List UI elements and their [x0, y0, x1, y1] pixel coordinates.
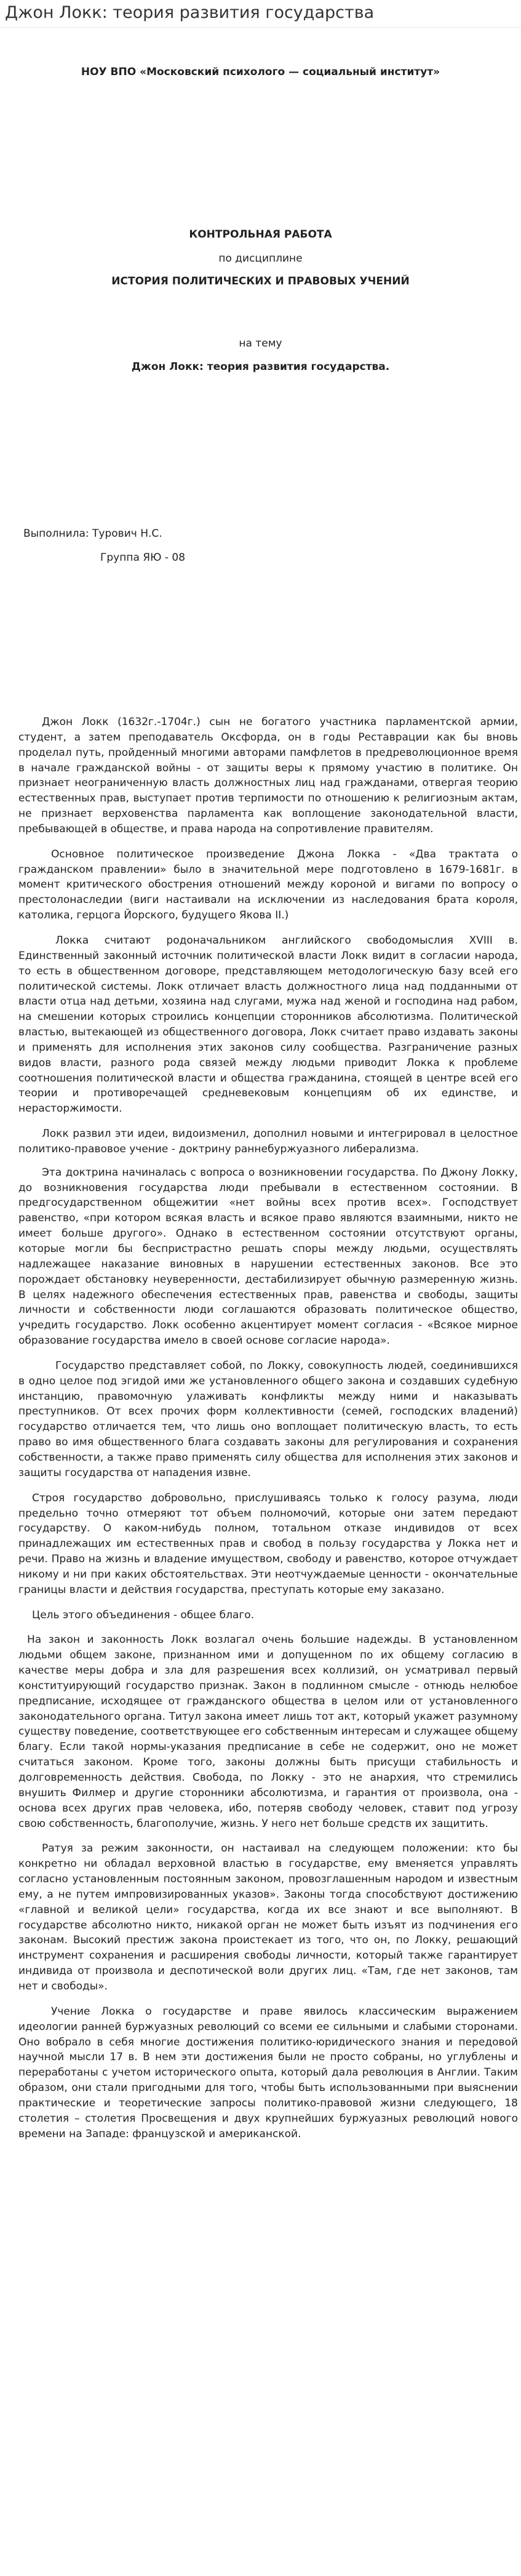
discipline-name: ИСТОРИЯ ПОЛИТИЧЕСКИХ И ПРАВОВЫХ УЧЕНИЙ — [111, 275, 410, 287]
paragraph-10: Ратуя за режим законности, он настаивал на следующем положении: кто бы конкретно ни обладал верховной властью в государстве, ему вменяется управлять согласно установленным постоянным законом, провозглашенным народом и известным ему, а не путем импровизированных указов». Законы тогда способствуют достижению «главной и великой цели» государства, когда их все знают и все выполняют. В государстве абсолютно никто, никакой орган не может быть изъят из подчинения его законам. Высокий престиж закона проистекает из того, что он, по Локку, решающий инструмент сохранения и расширения свободы личности, который также гарантирует индивида от произвола и деспотической воли других лиц. «Там, где нет законов, там нет и свободы». — [18, 1842, 518, 1992]
essay-body — [18, 715, 518, 2151]
performed-by: Выполнила: Турович Н.С. — [23, 528, 162, 540]
paragraph-8: Цель этого объединения - общее благо. — [32, 1608, 255, 1621]
paragraph-7: Строя государство добровольно, прислушиваясь только к голосу разума, люди предельно точно отмеряют тот объем полномочий, которые они затем передают государству. О каком-нибудь полном, тотальном отказе индивидов от всех принадлежащих им естественных прав и свобод в пользу государства у Локка нет и речи. Право на жизнь и владение имуществом, свободу и равенство, которое отчуждает никому и ни при каких обстоятельствах. Эти неотчуждаемые ценности - окончательные границы власти и действия государства, преступать которые ему заказано. — [18, 1491, 518, 1596]
paragraph-2: Основное политическое произведение Джона Локка - «Два трактата о гражданском правлении» было в значительной мере подготовлено в 1679-1681г. в момент критического обострения отношений между короной и вигами по вопросу о престолонаследии (виги настаивали на исключении из наследования брата короля, католика, герцога Йорского, будущего Якова II.) — [18, 848, 518, 922]
paragraph-1: Джон Локк (1632г.-1704г.) сын не богатого участника парламентской армии, студент, а затем преподаватель Оксфорда, он в годы Реставрации как бы вновь проделал путь, пройденный многими авторами памфлетов в предреволюционное время в начале гражданской войны - от защиты веры к прямому участию в политике. Он признает неограниченную власть должностных лиц над гражданами, отвергая теорию естественных прав, выступает против терпимости по отношению к религиозным актам, не признает верховенства парламента как воплощение законодательной власти, пребывающей в обществе, и права народа на сопротивление правителям. — [18, 716, 518, 835]
paragraph-9: На закон и законность Локк возлагал очень большие надежды. В установленном людьми общем законе, признанном ими и допущенном по их общему согласию в качестве меры добра и зла для разрешения всех коллизий, он усматривал первый конституирующий государство признак. Закон в подлинном смысле - отнюдь нелюбое предписание, исходящее от гражданского общества в целом или от установленного законодательного органа. Титул закона имеет лишь тот акт, который укажет разумному существу поведение, соответствующее его собственным интересам и служащее общему благу. Если такой нормы-указания предписание в себе не содержит, оно не может считаться законом. Кроме того, законы должны быть присущи стабильность и долговременность действия. Свобода, по Локку - это не анархия, что стремились внушить Филмер и другие сторонники абсолютизма, и гарантия от произвола, она - основа всех других прав человека, ибо, потеряв свободу человек, ставит под угрозу свою собственность, благополучие, жизнь. У него нет больше средств их защитить. — [18, 1634, 518, 1830]
paragraph-11: Учение Локка о государстве и праве явилось классическим выражением идеологии ранней буржуазных революций со всеми ее сильными и слабыми сторонами. Оно вобрало в себя многие достижения политико-юридического знания и передовой научной мысли 17 в. В нем эти достижения были не просто собраны, но углублены и переработаны с учетом исторического опыта, который дала революция в Англии. Таким образом, они стали пригодными для того, чтобы быть использованными при выяснении практические и теоретические запросы политико-правовой жизни следующего, 18 столетия – столетия Просвещения и двух крупнейших буржуазных революций нового времени на Западе: французской и американской. — [18, 2005, 518, 2140]
paragraph-5: Эта доктрина начиналась с вопроса о возникновении государства. По Джону Локку, до возникновения государства люди пребывали в естественном состоянии. В предгосударственном общежитии «нет войны всех против всех». Господствует равенство, «при котором всякая власть и всякое право являются взаимными, никто не имеет больше другого». Однако в естественном состоянии отсутствуют органы, которые могли бы беспристрастно решать споры между людьми, осуществлять надлежащее наказание виновных в нарушении естественных законов. Все это порождает обстановку неуверенности, дестабилизирует обычную размеренную жизнь. В целях надежного обеспечения естественных прав, равенства и свободы, защиты личности и собственности люди соглашаются образовать политическое общество, учредить государство. Локк особенно акцентирует момент согласия - «Всякое мирное образование государства имело в своей основе согласие народа». — [18, 1166, 518, 1347]
paragraph-3: Локка считают родоначальником английского свободомыслия XVIII в. Единственный законный источник политической власти Локк видит в согласии народа, то есть в общественном договоре, представляющем методологическую базу всей его политической системы. Локк отличает власть должностного лица над подданными от власти отца над детьми, хозяина над слугами, мужа над женой и господина над рабом, на смешении которых строились концепции сторонников абсолютизма. Политической властью, вытекающей из общественного договора, Локк считает право издавать законы и применять для исполнения этих законов силу сообщества. Разграничение разных видов власти, разного рода связей между людьми приводит Локка к проблеме соотношения политической власти и общества гражданина, стоящей в центре всей его теории и противоречащей средневековым концепциям об их единстве, и нерасторжимости. — [18, 934, 518, 1115]
paragraph-4: Локк развил эти идеи, видоизменил, дополнил новыми и интегрировал в целостное политико-правовое учение - доктрину раннебуржуазного либерализма. — [18, 1128, 518, 1155]
on-topic-label: на тему — [239, 337, 282, 350]
paragraph-6: Государство представляет собой, по Локку, совокупность людей, соединившихся в одно целое под эгидой ими же установленного общего закона и создавших судебную инстанцию, правомочную улаживать конфликты между ними и наказывать преступников. От всех прочих форм коллективности (семей, господских владений) государство отличается тем, что лишь оно воплощает политическую власть, то есть право во имя общественного блага создавать законы для регулирования и сохранения собственности, а также право применять силу общества для исполнения этих законов и защиты государства от нападения извне. — [18, 1359, 518, 1479]
topic-title: Джон Локк: теория развития государства. — [131, 361, 390, 373]
page-title: Джон Локк: теория развития государства — [5, 3, 375, 22]
student-group: Группа ЯЮ - 08 — [100, 552, 186, 564]
by-discipline-label: по дисциплине — [218, 252, 303, 265]
work-type: КОНТРОЛЬНАЯ РАБОТА — [189, 228, 332, 241]
page-header — [0, 0, 521, 28]
organization-name: НОУ ВПО «Московский психолого — социальный институт» — [81, 66, 440, 78]
